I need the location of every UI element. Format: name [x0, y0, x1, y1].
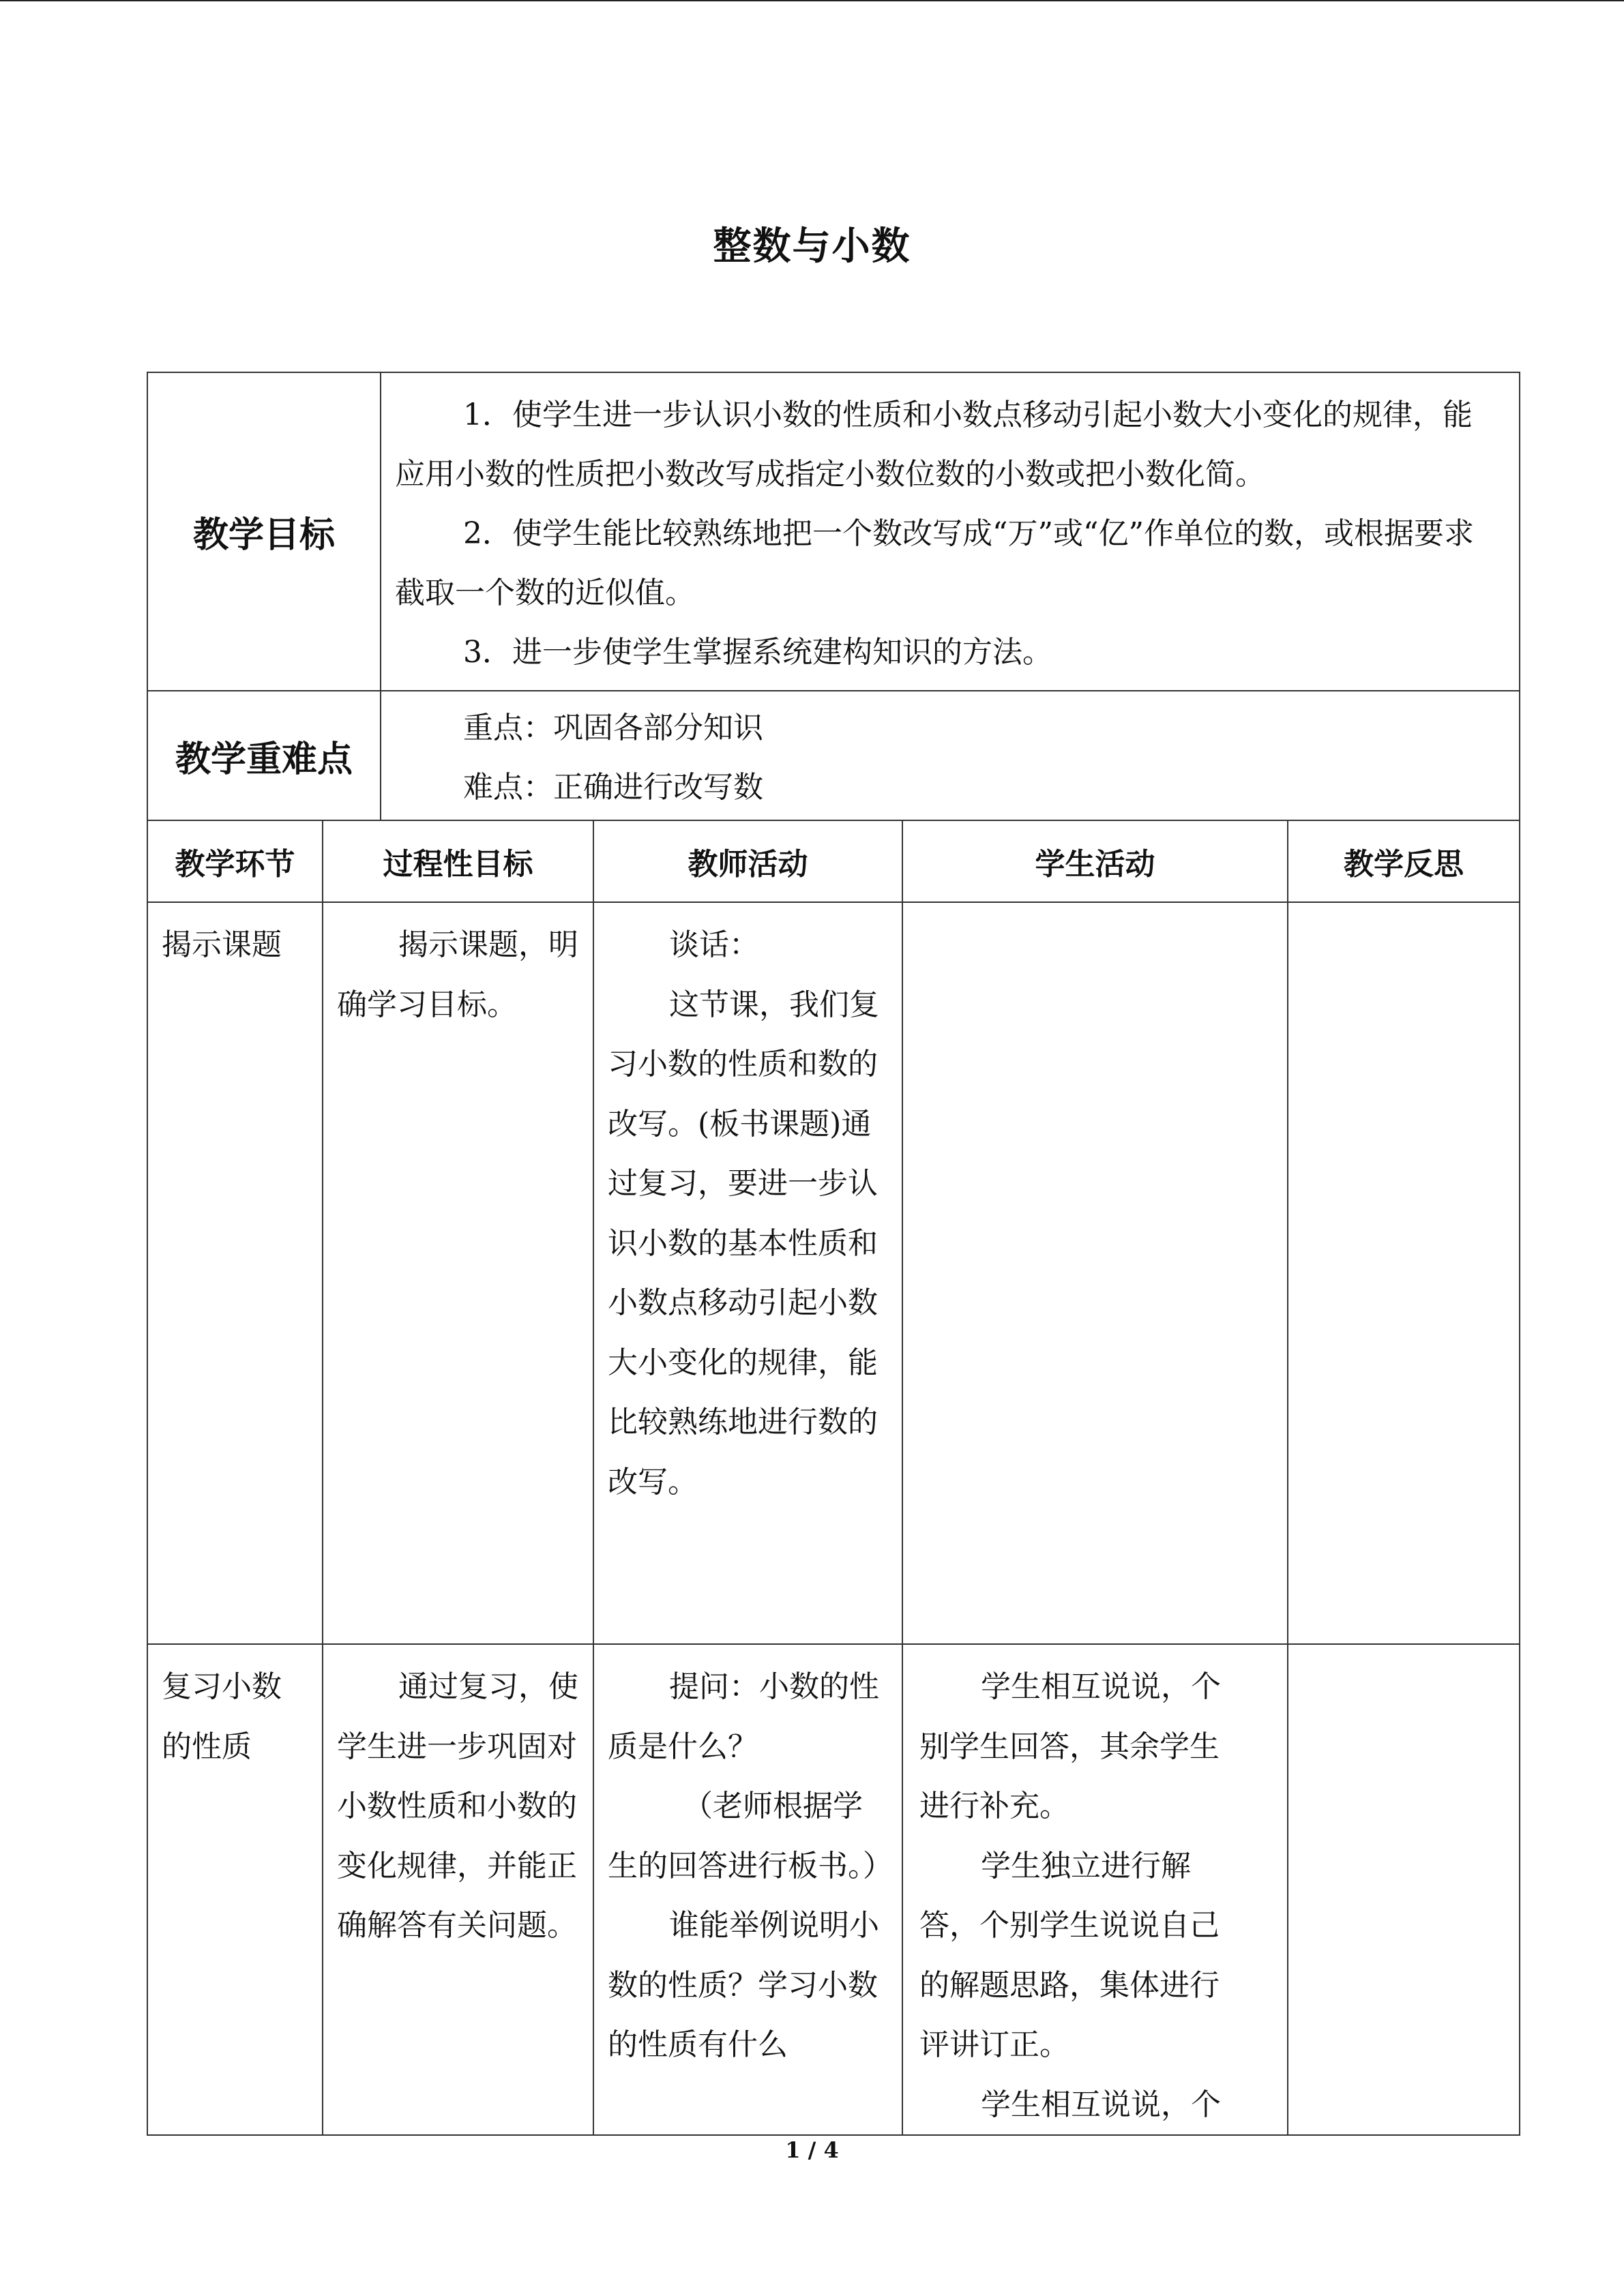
column-header-goal: 过程性目标: [323, 820, 593, 902]
column-header-reflection: 教学反思: [1288, 820, 1520, 902]
objective-item: 1．使学生进一步认识小数的性质和小数点移动引起小数大小变化的规律，能应用小数的性质把小数改写成指定小数位数的小数或把小数化简。: [395, 398, 1473, 492]
student-cell: [902, 1644, 1288, 2135]
stage-text: 揭示课题: [162, 927, 282, 962]
goal-cell: [323, 902, 593, 1644]
difficulty-text: 难点：正确进行改写数: [463, 770, 764, 805]
goal-cell: [323, 1644, 593, 2135]
column-header-teacher: 教师活动: [593, 820, 902, 902]
teacher-text: 谈话：: [669, 927, 760, 962]
page-number: 1 / 4: [785, 2137, 839, 2163]
stage-cell: [147, 902, 323, 1644]
teacher-text: 提问：小数的性质是什么？: [608, 1669, 880, 1764]
objectives-content: [381, 372, 1520, 691]
objectives-label: 教学目标: [147, 372, 381, 691]
objective-item: 3．进一步使学生掌握系统建构知识的方法。: [463, 635, 1053, 670]
key-points-label: 教学重难点: [147, 691, 381, 820]
page-title: 整数与小数: [713, 224, 911, 269]
goal-text: 揭示课题，明确学习目标。: [337, 927, 578, 1022]
reflection-cell: [1288, 1644, 1520, 2135]
objectives-row: [147, 372, 1520, 691]
table-row: [147, 902, 1520, 1644]
teacher-text: 这节课，我们复习小数的性质和数的改写。(板书课题)通过复习，要进一步认识小数的基本性质和小数点移动引起小数大小变化的规律，能比较熟练地进行数的改写。: [608, 987, 880, 1500]
key-points-row: [147, 691, 1520, 820]
key-points-content: [381, 691, 1520, 820]
lesson-plan-table: [147, 372, 1520, 2136]
student-text: 学生相互说说，个: [981, 2087, 1222, 2122]
column-header-student: 学生活动: [902, 820, 1288, 902]
teacher-cell: [593, 902, 902, 1644]
reflection-cell: [1288, 902, 1520, 1644]
focus-text: 重点：巩固各部分知识: [463, 711, 764, 745]
student-text: 学生相互说说，个别学生回答，其余学生进行补充。: [919, 1669, 1222, 1823]
column-header-stage: 教学环节: [147, 820, 323, 902]
stage-cell: [147, 1644, 323, 2135]
teacher-text: 谁能举例说明小数的性质？学习小数的性质有什么: [608, 1908, 880, 2062]
student-text: 学生独立进行解答，个别学生说说自己的解题思路，集体进行评讲订正。: [919, 1848, 1220, 2062]
student-cell: [902, 902, 1288, 1644]
teacher-text: （老师根据学生的回答进行板书。）: [608, 1789, 894, 1883]
table-row: [147, 1644, 1520, 2135]
header-row: [147, 820, 1520, 902]
objective-item: 2．使学生能比较熟练地把一个数改写成“万”或“亿”作单位的数，或根据要求截取一个数的近似值。: [395, 516, 1474, 610]
stage-text: 复习小数的性质: [162, 1669, 282, 1764]
goal-text: 通过复习，使学生进一步巩固对小数性质和小数的变化规律，并能正确解答有关问题。: [337, 1669, 578, 1943]
teacher-cell: [593, 1644, 902, 2135]
